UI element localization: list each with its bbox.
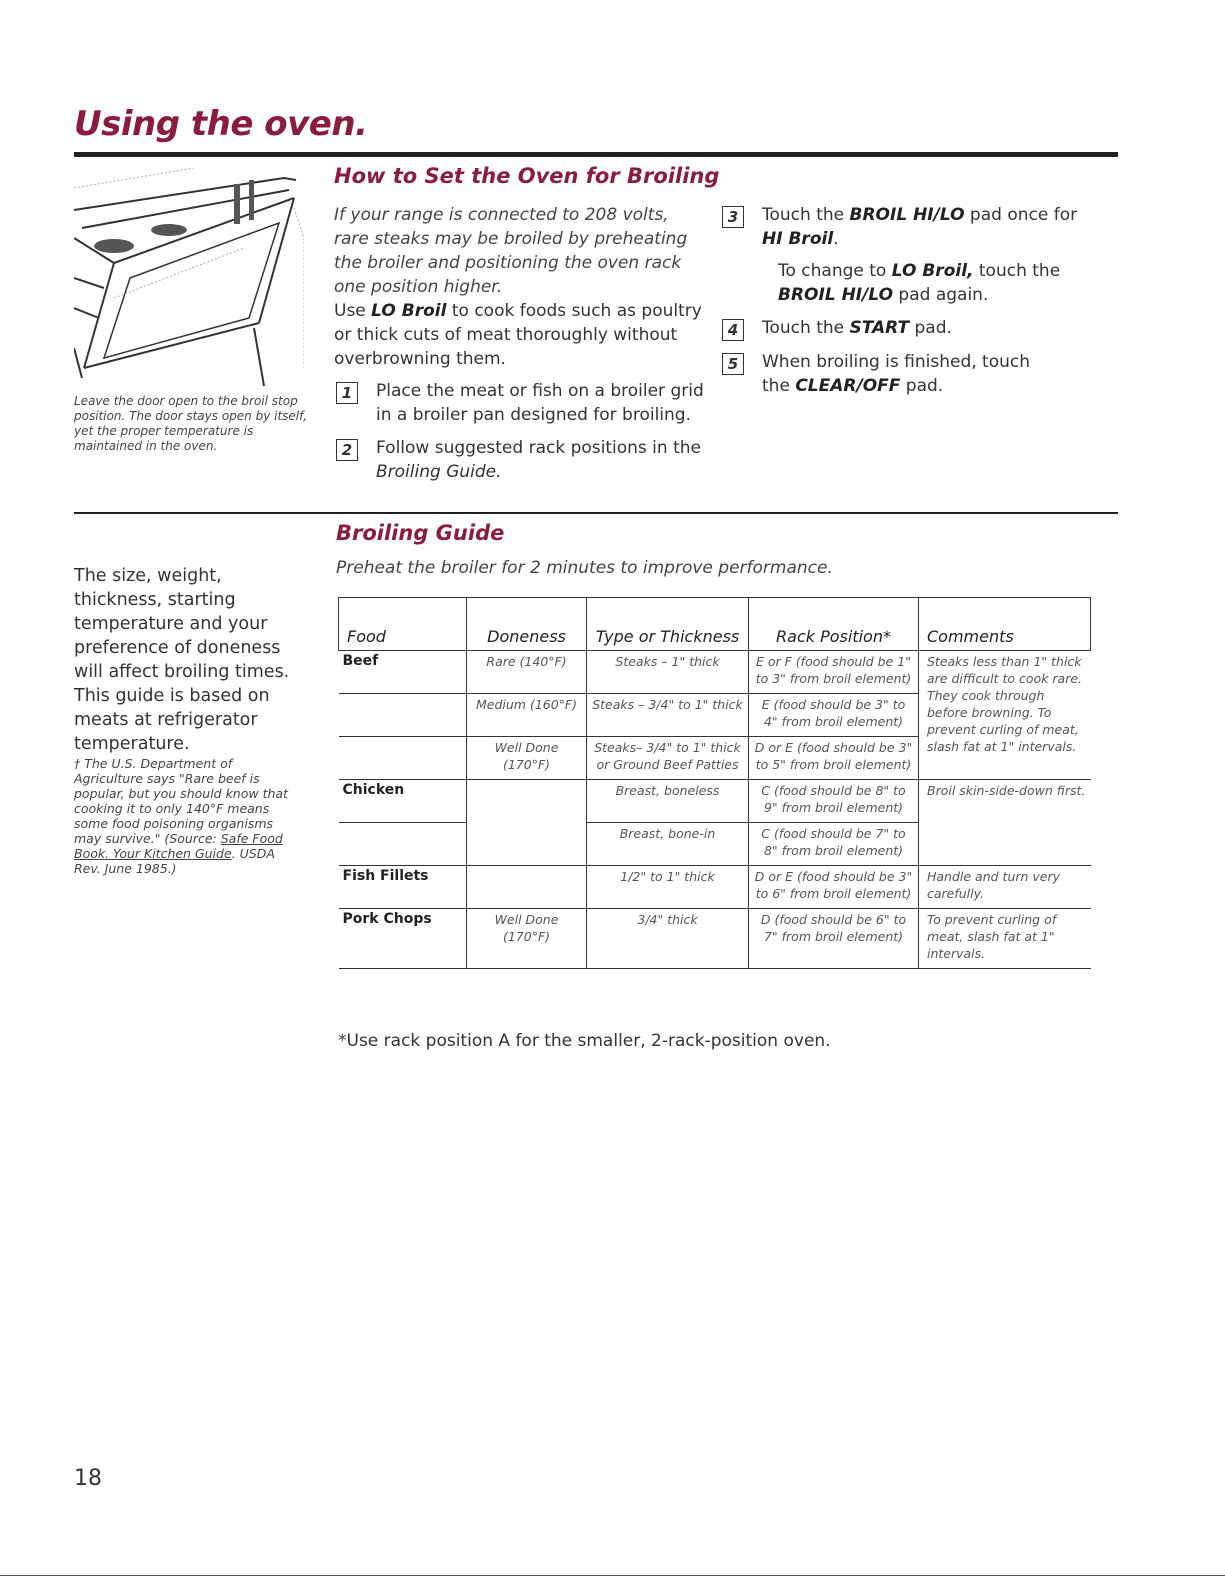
usda-source-title: Safe Food Book. Your Kitchen Guide (74, 831, 283, 861)
step-5-pre: When broiling is finished, touch the (762, 352, 1031, 396)
step-text-5 (762, 350, 1062, 398)
step-4-pre: Touch the (762, 318, 850, 338)
lo-broil-note (334, 299, 704, 371)
usda-note-text: † The U.S. Department of Agriculture says "Rare beef is popular, but you should know that cooking it to only 140°F means some food poisoning organisms may survive." (Source: (74, 756, 288, 846)
comments-cell-chicken: Broil skin-side-down first. (919, 780, 1091, 866)
col-header-comments: Comments (919, 598, 1091, 651)
broiling-heading: How to Set the Oven for Broiling (334, 164, 720, 188)
table-row (339, 909, 1091, 969)
empty-doneness-cell (467, 780, 587, 866)
step-text-2 (376, 436, 716, 484)
empty-food-cell (339, 737, 467, 780)
comments-cell-pork: To prevent curling of meat, slash fat at 1" intervals. (919, 909, 1091, 969)
lo-broil-pre: Use (334, 301, 372, 321)
step-3-subtext (778, 259, 1078, 307)
step-4-emphasis: START (849, 318, 910, 338)
food-pork: Pork Chops (339, 909, 467, 969)
title-rule (74, 152, 1118, 157)
empty-food-cell (339, 823, 467, 866)
step-3-post: . (833, 229, 839, 249)
col-header-food: Food (339, 598, 467, 651)
table-row (339, 866, 1091, 909)
step-text-4 (762, 316, 952, 340)
doneness-cell: Well Done (170°F) (467, 737, 587, 780)
step-text-1: Place the meat or fish on a broiler grid in a broiler pan designed for broiling. (376, 381, 704, 425)
step-4 (722, 316, 1102, 341)
empty-doneness-cell (467, 866, 587, 909)
illustration-caption: Leave the door open to the broil stop position. The door stays open by itself, yet the proper temperature is maintained in the oven. (74, 394, 307, 453)
doneness-cell: Rare (140°F) (467, 651, 587, 694)
bottom-edge-line (0, 1575, 1225, 1576)
sub-post: pad again. (893, 285, 989, 305)
guide-heading: Broiling Guide (336, 521, 505, 545)
rack-cell: C (food should be 8" to 9" from broil element) (749, 780, 919, 823)
rack-cell: D (food should be 6" to 7" from broil element) (749, 909, 919, 969)
type-cell: 1/2" to 1" thick (587, 866, 749, 909)
step-3-mid: pad once for (964, 205, 1078, 225)
type-cell: Breast, bone-in (587, 823, 749, 866)
table-row (339, 780, 1091, 823)
col-header-type: Type or Thickness (587, 598, 749, 651)
step-3-em2: HI Broil (762, 229, 834, 249)
step-4-post: pad. (909, 318, 952, 338)
step-5-emphasis: CLEAR/OFF (795, 376, 901, 396)
food-fish: Fish Fillets (339, 866, 467, 909)
food-beef: Beef (339, 651, 467, 694)
type-cell: Steaks – 3/4" to 1" thick (587, 694, 749, 737)
step-number-4: 4 (722, 319, 744, 341)
page-number: 18 (74, 1466, 102, 1491)
sub-em2: BROIL HI/LO (778, 285, 894, 305)
step-5-post: pad. (900, 376, 944, 396)
step-2-emphasis: Broiling Guide. (376, 462, 502, 482)
doneness-cell: Well Done (170°F) (467, 909, 587, 969)
type-cell: Breast, boneless (587, 780, 749, 823)
oven-door-drawing (74, 168, 304, 386)
sub-pre: To change to (778, 261, 892, 281)
type-cell: Steaks – 1" thick (587, 651, 749, 694)
type-cell: 3/4" thick (587, 909, 749, 969)
oven-door-illustration (74, 168, 304, 386)
step-text-3 (762, 203, 1102, 251)
step-3 (722, 203, 1102, 251)
comments-cell-fish: Handle and turn very carefully. (919, 866, 1091, 909)
broiling-guide-table (338, 597, 1090, 969)
col-header-rack: Rack Position* (749, 598, 919, 651)
empty-food-cell (339, 694, 467, 737)
lo-broil-emphasis: LO Broil (371, 301, 447, 321)
rack-cell: D or E (food should be 3" to 5" from broil element) (749, 737, 919, 780)
step-number-5: 5 (722, 353, 744, 375)
rack-cell: E (food should be 3" to 4" from broil element) (749, 694, 919, 737)
step-1 (336, 379, 716, 427)
section-rule (74, 512, 1118, 514)
rack-footnote: *Use rack position A for the smaller, 2-rack-position oven. (338, 1031, 831, 1051)
usda-note-end: . USDA Rev. June 1985.) (74, 846, 275, 876)
step-2-pre: Follow suggested rack positions in the (376, 438, 701, 458)
step-number-2: 2 (336, 439, 358, 461)
page-title: Using the oven. (74, 104, 368, 144)
rack-cell: E or F (food should be 1" to 3" from broil element) (749, 651, 919, 694)
step-3-em1: BROIL HI/LO (849, 205, 965, 225)
lo-broil-post: to cook foods such as poultry or thick cuts of meat thoroughly without overbrowning them. (334, 301, 702, 369)
type-cell: Steaks– 3/4" to 1" thick or Ground Beef Patties (587, 737, 749, 780)
table-row (339, 651, 1091, 694)
guide-intro: Preheat the broiler for 2 minutes to improve performance. (336, 558, 833, 578)
food-chicken: Chicken (339, 780, 467, 823)
usda-note (74, 756, 304, 876)
step-number-1: 1 (336, 382, 358, 404)
step-3-pre: Touch the (762, 205, 850, 225)
guide-side-text: The size, weight, thickness, starting temperature and your preference of doneness will affect broiling times. This guide is based on meats at refrigerator temperature. (74, 566, 290, 754)
sub-mid: touch the (973, 261, 1061, 281)
broiling-intro: If your range is connected to 208 volts, rare steaks may be broiled by preheating the broiler and positioning the oven rack one position higher. (334, 205, 688, 297)
doneness-cell: Medium (160°F) (467, 694, 587, 737)
step-2 (336, 436, 716, 484)
rack-cell: C (food should be 7" to 8" from broil element) (749, 823, 919, 866)
rack-cell: D or E (food should be 3" to 6" from broil element) (749, 866, 919, 909)
col-header-doneness: Doneness (467, 598, 587, 651)
comments-cell-beef: Steaks less than 1" thick are difficult to cook rare. They cook through before browning. To prevent curling of meat, slash fat at 1" intervals. (919, 651, 1091, 780)
step-5 (722, 350, 1062, 398)
sub-em1: LO Broil, (891, 261, 974, 281)
step-number-3: 3 (722, 206, 744, 228)
